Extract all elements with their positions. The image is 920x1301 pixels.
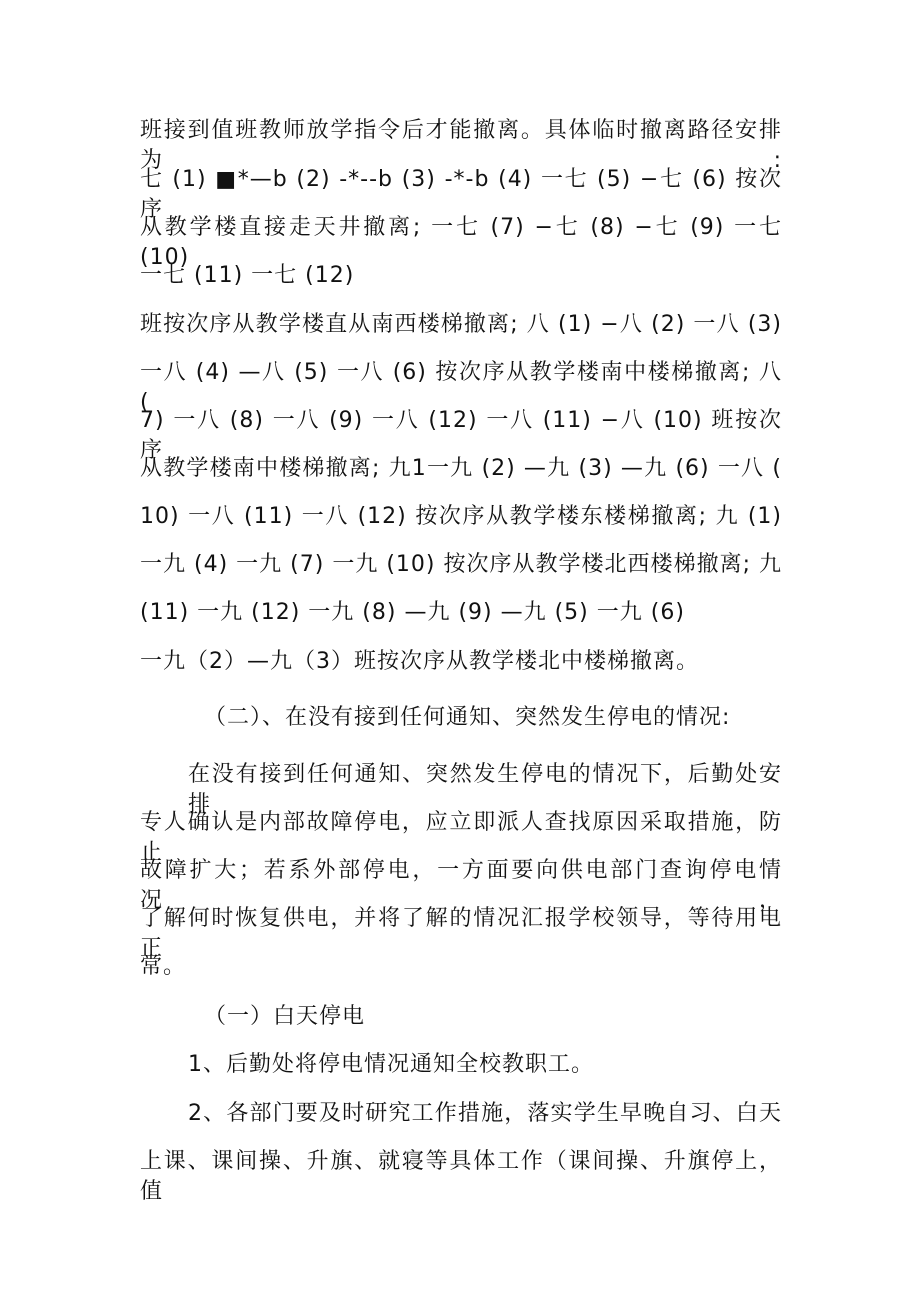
list-item: 2、各部门要及时研究工作措施，落实学生早晚自习、白天 (188, 1101, 782, 1126)
text-line: 一九（2）—九（3）班按次序从教学楼北中楼梯撤离。 (140, 649, 699, 674)
text-line: 一七 (11) 一七 (12) (140, 263, 355, 288)
text-line: 一八 (4) —八 (5) 一八 (6) 按次序从教学楼南中楼梯撤离; 八 ( (140, 360, 782, 415)
text-line: 七 (1) ■*—b (2) -*--b (3) -*-b (4) 一七 (5) −七 (6) 按次序 (140, 167, 782, 222)
text-line: 从教学楼直接走天井撤离; 一七 (7) −七 (8) −七 (9) 一七 (10) (140, 215, 782, 270)
text-line: 上课、课间操、升旗、就寝等具体工作（课间操、升旗停上，值 (140, 1149, 782, 1204)
text-line: 班按次序从教学楼直从南西楼梯撤离; 八 (1) −八 (2) 一八 (3) (140, 312, 782, 337)
text-line: 故障扩大；若系外部停电，一方面要向供电部门查询停电情况， (140, 858, 782, 913)
text-line: 从教学楼南中楼梯撤离; 九1一九 (2) —九 (3) —九 (6) 一八 ( (140, 456, 782, 481)
text-line: 一九 (4) 一九 (7) 一九 (10) 按次序从教学楼北西楼梯撤离; 九 (140, 552, 782, 577)
list-item: 1、后勤处将停电情况通知全校教职工。 (188, 1052, 594, 1077)
text-line: 7) 一八 (8) 一八 (9) 一八 (12) 一八 (11) −八 (10) 班按次序 (140, 408, 782, 463)
text-line: 10) 一八 (11) 一八 (12) 按次序从教学楼东楼梯撤离; 九 (1) (140, 504, 782, 529)
text-line: (11) 一九 (12) 一九 (8) —九 (9) —九 (5) 一九 (6) (140, 600, 685, 625)
text-line: 班接到值班教师放学指令后才能撤离。具体临时撤离路径安排为: (140, 118, 782, 173)
text-line: 了解何时恢复供电，并将了解的情况汇报学校领导，等待用电正 (140, 906, 782, 961)
paragraph-first-line: 在没有接到任何通知、突然发生停电的情况下，后勤处安排 (188, 762, 782, 817)
section-heading: （二）、在没有接到任何通知、突然发生停电的情况: (204, 705, 731, 730)
text-line: 常。 (140, 954, 187, 979)
subsection-heading: （一）白天停电 (204, 1004, 366, 1029)
text-line: 专人确认是内部故障停电，应立即派人查找原因采取措施，防止 (140, 810, 782, 865)
